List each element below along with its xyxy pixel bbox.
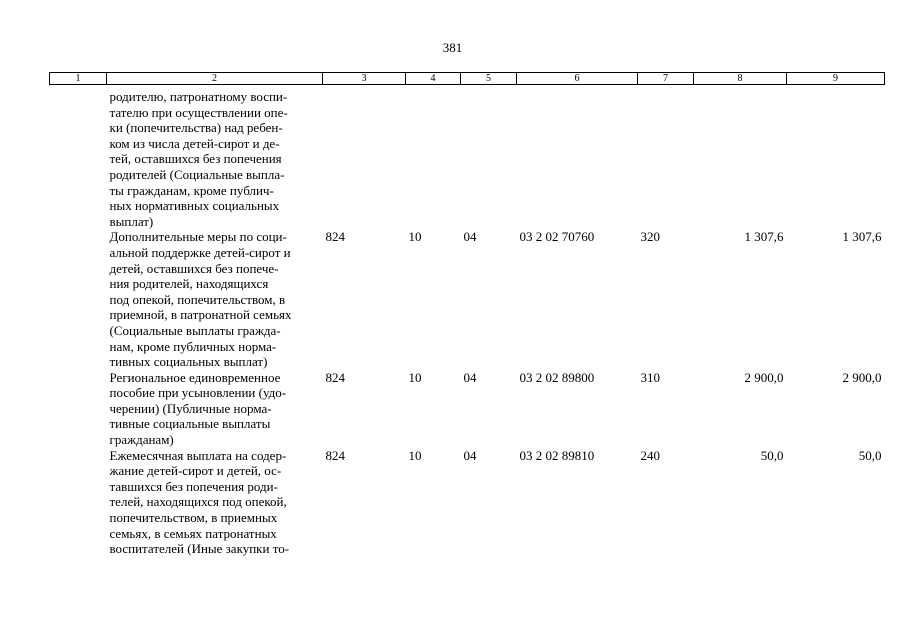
expense-name-line: ком из числа детей-сирот и де- <box>109 135 280 151</box>
budget-table <box>49 72 885 557</box>
expense-name-cell <box>107 448 323 557</box>
expense-name-line: родителей (Социальные выпла- <box>109 166 285 182</box>
expense-name-line: черении) (Публичные норма- <box>109 400 272 416</box>
expense-name-line: тивных социальных выплат) <box>109 354 268 370</box>
sum-second-cell: 1 307,6 <box>842 229 882 245</box>
admin-code-cell <box>323 89 406 229</box>
expense-name-line: выплат) <box>109 213 154 229</box>
section-cell: 10 <box>408 369 422 385</box>
page-number: 381 <box>442 40 463 55</box>
subsection-cell: 04 <box>463 229 477 245</box>
target-code-cell: 03 2 02 70760 <box>519 229 595 245</box>
expense-name-line: (Социальные выплаты гражда- <box>109 322 281 338</box>
expense-name-line: Ежемесячная выплата на содер- <box>109 447 287 463</box>
row-number-cell <box>50 448 107 557</box>
column-number-header: 3 <box>323 73 406 85</box>
sum-second-cell: 2 900,0 <box>842 369 882 385</box>
section-cell <box>406 89 461 229</box>
expense-name-line: семьях, в семьях патронатных <box>109 525 277 541</box>
target-code-cell <box>517 89 638 229</box>
sum-first-cell: 50,0 <box>760 447 784 463</box>
admin-code-cell: 824 <box>325 369 345 385</box>
expense-type-cell: 320 <box>640 229 660 245</box>
sum-first-cell: 1 307,6 <box>744 229 784 245</box>
expense-name-line: ты гражданам, кроме публич- <box>109 182 274 198</box>
expense-name-line: детей, оставшихся без попече- <box>109 260 279 276</box>
row-number-cell <box>50 229 107 369</box>
column-number-header: 6 <box>517 73 638 85</box>
column-number-header: 7 <box>638 73 694 85</box>
row-number-cell <box>50 89 107 229</box>
target-code-cell: 03 2 02 89800 <box>519 369 595 385</box>
expense-name-line: ки (попечительства) над ребен- <box>109 120 283 136</box>
expense-name-line: тивные социальные выплаты <box>109 416 271 432</box>
target-code-cell: 03 2 02 89810 <box>519 447 595 463</box>
column-number-header: 1 <box>50 73 107 85</box>
expense-name-cell <box>107 229 323 369</box>
admin-code-cell: 824 <box>325 447 345 463</box>
sum-first-cell <box>694 89 787 229</box>
expense-name-line: тей, оставшихся без попечения <box>109 151 282 167</box>
column-number-header: 2 <box>107 73 323 85</box>
expense-name-line: приемной, в патронатной семьях <box>109 307 292 323</box>
expense-name-line: жание детей-сирот и детей, ос- <box>109 463 282 479</box>
expense-type-cell: 240 <box>640 447 660 463</box>
expense-name-line: ния родителей, находящихся <box>109 276 269 292</box>
sum-second-cell: 50,0 <box>858 447 882 463</box>
expense-name-line: нам, кроме публичных норма- <box>109 338 277 354</box>
expense-type-cell: 310 <box>640 369 660 385</box>
subsection-cell <box>461 89 517 229</box>
section-cell: 10 <box>408 229 422 245</box>
column-number-header: 9 <box>787 73 885 85</box>
expense-name-line: ных нормативных социальных <box>109 198 280 214</box>
sum-first-cell: 2 900,0 <box>744 369 784 385</box>
expense-name-line: Региональное единовременное <box>109 369 281 385</box>
subsection-cell: 04 <box>463 447 477 463</box>
section-cell: 10 <box>408 447 422 463</box>
table-row <box>50 448 885 557</box>
expense-name-line: воспитателей (Иные закупки то- <box>109 541 290 557</box>
column-number-header: 5 <box>461 73 517 85</box>
expense-name-line: тавшихся без попечения роди- <box>109 478 278 494</box>
expense-name-line: телей, находящихся под опекой, <box>109 494 287 510</box>
expense-name-line: родителю, патронатному воспи- <box>109 89 288 104</box>
table-row <box>50 370 885 448</box>
subsection-cell: 04 <box>463 369 477 385</box>
expense-type-cell <box>638 89 694 229</box>
expense-name-line: пособие при усыновлении (удо- <box>109 385 287 401</box>
expense-name-line: гражданам) <box>109 432 174 448</box>
expense-name-line: тателю при осуществлении опе- <box>109 104 288 120</box>
expense-name-cell <box>107 370 323 448</box>
expense-name-line: альной поддержке детей-сирот и <box>109 244 291 260</box>
table-row <box>50 89 885 229</box>
expense-name-line: попечительством, в приемных <box>109 510 278 526</box>
row-number-cell <box>50 370 107 448</box>
admin-code-cell: 824 <box>325 229 345 245</box>
table-row <box>50 229 885 369</box>
column-number-header: 4 <box>406 73 461 85</box>
sum-second-cell <box>787 89 885 229</box>
expense-name-line: под опекой, попечительством, в <box>109 291 286 307</box>
column-number-row <box>50 73 885 85</box>
expense-name-line: Дополнительные меры по соци- <box>109 229 287 245</box>
column-number-header: 8 <box>694 73 787 85</box>
expense-name-cell <box>107 89 323 229</box>
